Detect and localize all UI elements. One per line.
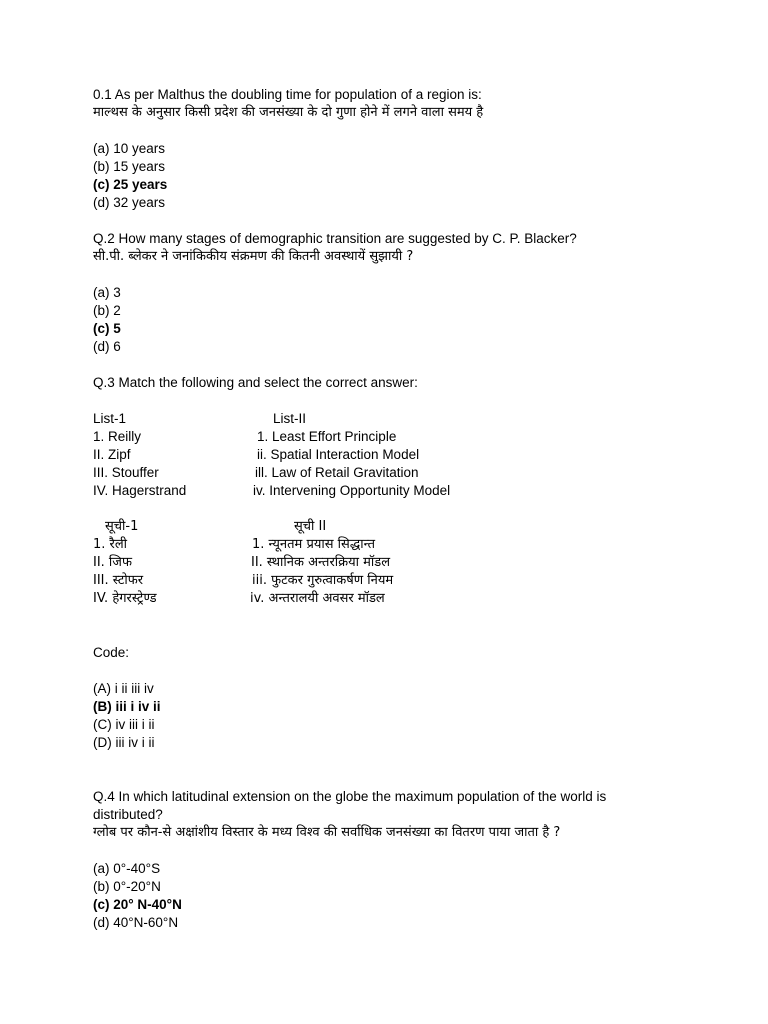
match-list-en	[93, 410, 693, 500]
option-d: (d) 32 years	[93, 195, 166, 210]
option-c-correct: (c) 20° N-40°N	[93, 897, 182, 912]
list-2-item: ill. Law of Retail Gravitation	[255, 465, 419, 480]
question-3-text-en: Q.3 Match the following and select the correct answer:	[93, 375, 418, 390]
list-row	[93, 446, 693, 464]
option-c: (C) iv iii i ii	[93, 717, 155, 732]
list-2-item: ii. Spatial Interaction Model	[257, 447, 420, 462]
match-list-hi	[93, 518, 693, 608]
list-row	[93, 536, 693, 554]
option-a: (a) 10 years	[93, 141, 166, 156]
option-a: (a) 0°-40°S	[93, 861, 161, 876]
question-2-text-hi: सी.पी. ब्लेकर ने जनांकिकीय संक्रमण की कितनी अवस्थायें सुझायी ?	[93, 249, 414, 264]
code-label: Code:	[93, 645, 130, 660]
list-1-item: II. जिफ	[93, 555, 132, 570]
option-a: (A) i ii iii iv	[93, 681, 154, 696]
list-1-item: 1. रैली	[93, 537, 128, 552]
option-b: (b) 15 years	[93, 159, 166, 174]
question-2-text-en: Q.2 How many stages of demographic transition are suggested by C. P. Blacker?	[93, 231, 577, 246]
option-d: (d) 40°N-60°N	[93, 915, 179, 930]
option-c-correct: (c) 5	[93, 321, 121, 336]
question-1-text-en: 0.1 As per Malthus the doubling time for population of a region is:	[93, 87, 482, 102]
list-1-header: List-1	[93, 411, 127, 426]
list-2-item: iv. Intervening Opportunity Model	[253, 483, 451, 498]
question-1	[93, 86, 693, 212]
list-2-item: iii. फुटकर गुरुत्वाकर्षण नियम	[252, 573, 394, 588]
list-row	[93, 428, 693, 446]
list-1-item: II. Zipf	[93, 447, 131, 462]
list-row	[93, 572, 693, 590]
list-2-header: सूची II	[294, 519, 327, 534]
question-4-text-en: Q.4 In which latitudinal extension on the globe the maximum population of the world is distributed?	[93, 789, 607, 822]
list-1-header: सूची-1	[105, 519, 139, 534]
list-2-item: 1. न्यूनतम प्रयास सिद्धान्त	[252, 537, 375, 552]
option-d: (D) iii iv i ii	[93, 735, 155, 750]
list-2-header: List-II	[273, 411, 307, 426]
option-a: (a) 3	[93, 285, 121, 300]
list-2-item: II. स्थानिक अन्तरक्रिया मॉडल	[251, 555, 391, 570]
list-1-item: III. स्टोफर	[93, 573, 144, 588]
question-3	[93, 374, 693, 752]
question-1-text-hi: माल्थस के अनुसार किसी प्रदेश की जनसंख्या के दो गुणा होने में लगने वाला समय है	[93, 105, 484, 120]
option-c-correct: (c) 25 years	[93, 177, 168, 192]
option-b: (b) 0°-20°N	[93, 879, 161, 894]
option-b: (b) 2	[93, 303, 121, 318]
list-row	[93, 464, 693, 482]
option-b-correct: (B) iii i iv ii	[93, 699, 161, 714]
list-header-row	[93, 410, 693, 428]
question-4	[93, 788, 693, 932]
list-1-item: IV. हेगरस्ट्रेण्ड	[93, 591, 157, 606]
list-row	[93, 482, 693, 500]
list-1-item: 1. Reilly	[93, 429, 142, 444]
question-4-text-hi: ग्लोब पर कौन-से अक्षांशीय विस्तार के मध्य विश्व की सर्वाधिक जनसंख्या का वितरण पाया जाता है ?	[93, 825, 561, 840]
list-1-item: III. Stouffer	[93, 465, 159, 480]
list-row	[93, 590, 693, 608]
question-2	[93, 230, 693, 356]
list-2-item: 1. Least Effort Principle	[257, 429, 397, 444]
option-d: (d) 6	[93, 339, 121, 354]
list-row	[93, 554, 693, 572]
document-page	[93, 86, 693, 932]
list-header-row	[93, 518, 693, 536]
list-1-item: IV. Hagerstrand	[93, 483, 187, 498]
list-2-item: iv. अन्तरालयी अवसर मॉडल	[250, 591, 385, 606]
